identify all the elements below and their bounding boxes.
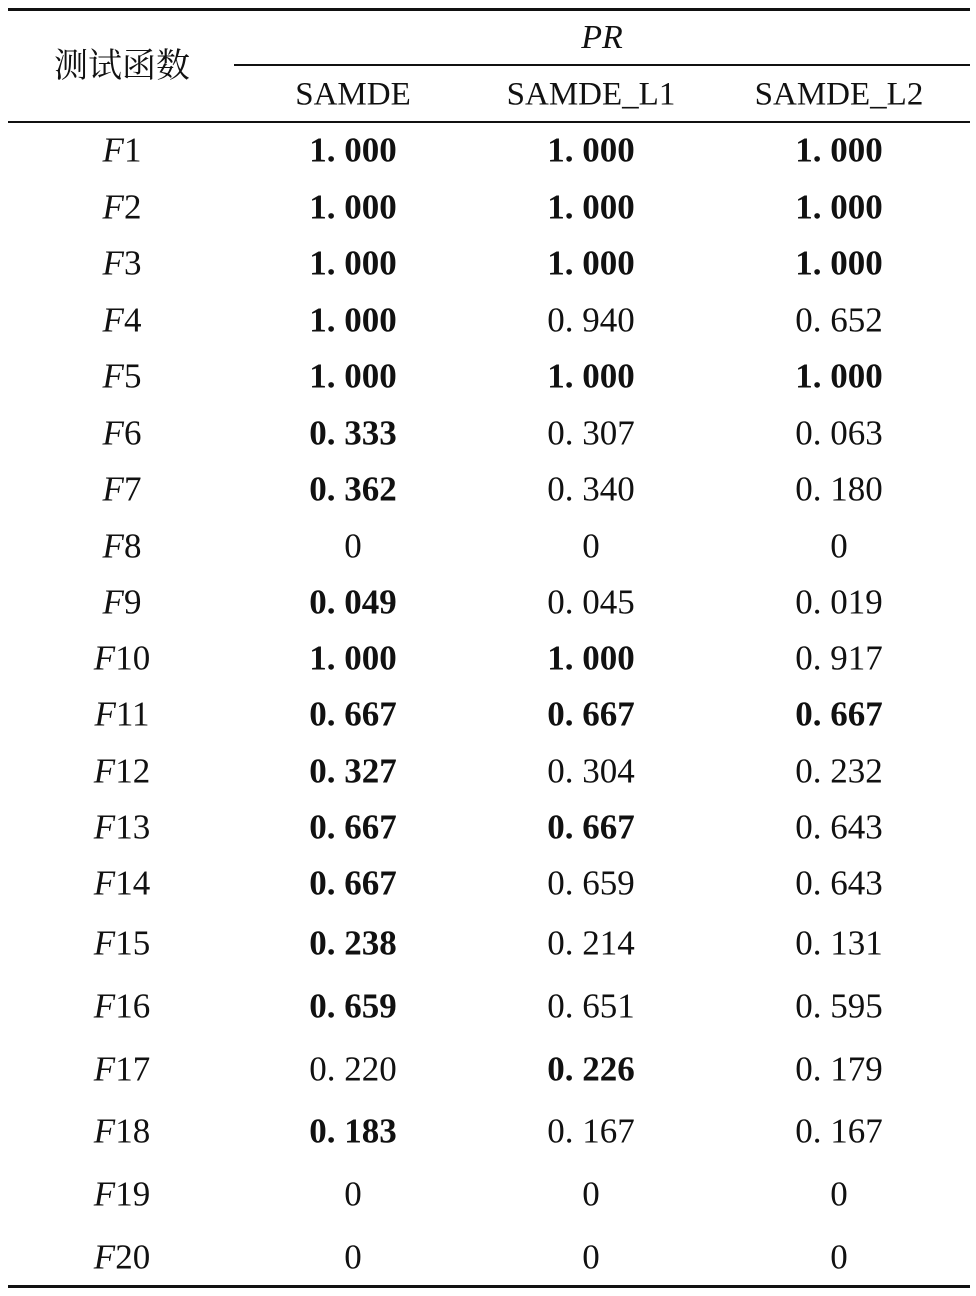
function-number: 12 bbox=[115, 751, 151, 791]
function-letter: F bbox=[93, 923, 116, 963]
value-cell-samde-l2: 0. 131 bbox=[795, 923, 883, 963]
function-letter: F bbox=[93, 638, 116, 678]
value-cell-samde-l2: 0. 179 bbox=[795, 1049, 883, 1089]
function-letter: F bbox=[93, 986, 116, 1026]
value-cell-samde-l2: 0. 019 bbox=[795, 582, 883, 622]
function-label bbox=[93, 638, 151, 678]
value-cell-samde-l1: 1. 000 bbox=[547, 130, 635, 170]
function-letter: F bbox=[93, 863, 116, 903]
function-letter: F bbox=[102, 300, 124, 340]
function-number: 5 bbox=[123, 356, 142, 396]
function-label bbox=[93, 1174, 151, 1214]
value-cell-samde: 0. 327 bbox=[309, 751, 397, 791]
column-header-samde-l2: SAMDE_L2 bbox=[754, 76, 924, 113]
value-cell-samde-l1: 0 bbox=[582, 1237, 600, 1277]
function-number: 9 bbox=[123, 582, 142, 622]
value-cell-samde: 0 bbox=[344, 526, 362, 566]
group-header-rule bbox=[234, 64, 970, 66]
function-label bbox=[94, 694, 150, 734]
function-label bbox=[102, 130, 142, 170]
value-cell-samde-l1: 0. 304 bbox=[547, 751, 635, 791]
value-cell-samde-l1: 0. 307 bbox=[547, 413, 635, 453]
value-cell-samde: 0 bbox=[344, 1237, 362, 1277]
function-number: 6 bbox=[123, 413, 142, 453]
value-cell-samde-l2: 1. 000 bbox=[795, 187, 883, 227]
value-cell-samde: 1. 000 bbox=[309, 130, 397, 170]
function-number: 20 bbox=[115, 1237, 151, 1277]
function-number: 7 bbox=[123, 469, 142, 509]
value-cell-samde: 0. 183 bbox=[309, 1111, 397, 1151]
function-number: 10 bbox=[115, 638, 151, 678]
value-cell-samde-l1: 1. 000 bbox=[547, 638, 635, 678]
value-cell-samde-l1: 0. 226 bbox=[547, 1049, 635, 1089]
value-cell-samde: 1. 000 bbox=[309, 300, 397, 340]
function-number: 11 bbox=[115, 694, 150, 734]
function-number: 14 bbox=[115, 863, 151, 903]
value-cell-samde: 0. 659 bbox=[309, 986, 397, 1026]
value-cell-samde-l2: 0 bbox=[830, 1174, 848, 1214]
function-label bbox=[102, 187, 142, 227]
value-cell-samde-l2: 0 bbox=[830, 526, 848, 566]
function-number: 15 bbox=[115, 923, 151, 963]
value-cell-samde-l1: 0. 940 bbox=[547, 300, 635, 340]
group-header-pr: PR bbox=[581, 19, 623, 56]
function-letter: F bbox=[93, 1174, 116, 1214]
value-cell-samde-l1: 1. 000 bbox=[547, 243, 635, 283]
function-label bbox=[93, 986, 151, 1026]
function-letter: F bbox=[102, 243, 124, 283]
value-cell-samde-l2: 0. 643 bbox=[795, 863, 883, 903]
value-cell-samde-l2: 1. 000 bbox=[795, 356, 883, 396]
function-number: 19 bbox=[115, 1174, 151, 1214]
function-label bbox=[102, 243, 142, 283]
value-cell-samde-l1: 0. 659 bbox=[547, 863, 635, 903]
value-cell-samde-l1: 0 bbox=[582, 526, 600, 566]
value-cell-samde-l1: 0 bbox=[582, 1174, 600, 1214]
function-label bbox=[102, 526, 142, 566]
function-number: 2 bbox=[123, 187, 142, 227]
value-cell-samde-l1: 0. 667 bbox=[547, 694, 635, 734]
function-number: 3 bbox=[123, 243, 142, 283]
function-label bbox=[102, 356, 142, 396]
value-cell-samde-l1: 1. 000 bbox=[547, 187, 635, 227]
value-cell-samde: 0. 238 bbox=[309, 923, 397, 963]
function-letter: F bbox=[102, 469, 124, 509]
function-letter: F bbox=[94, 694, 116, 734]
value-cell-samde-l1: 0. 340 bbox=[547, 469, 635, 509]
function-label bbox=[93, 863, 151, 903]
column-header-samde-l1: SAMDE_L1 bbox=[506, 76, 676, 113]
function-number: 16 bbox=[115, 986, 151, 1026]
function-number: 1 bbox=[123, 130, 142, 170]
value-cell-samde: 1. 000 bbox=[309, 187, 397, 227]
function-label bbox=[102, 300, 142, 340]
table-bottom-rule bbox=[8, 1285, 970, 1288]
function-letter: F bbox=[102, 526, 124, 566]
value-cell-samde: 1. 000 bbox=[309, 356, 397, 396]
function-label bbox=[102, 582, 142, 622]
value-cell-samde-l2: 0. 063 bbox=[795, 413, 883, 453]
value-cell-samde: 0. 667 bbox=[309, 863, 397, 903]
value-cell-samde-l2: 0. 652 bbox=[795, 300, 883, 340]
value-cell-samde-l1: 0. 045 bbox=[547, 582, 635, 622]
value-cell-samde: 1. 000 bbox=[309, 243, 397, 283]
function-label bbox=[102, 413, 142, 453]
value-cell-samde-l1: 1. 000 bbox=[547, 356, 635, 396]
function-letter: F bbox=[93, 1111, 116, 1151]
column-header-samde: SAMDE bbox=[295, 76, 411, 113]
value-cell-samde-l2: 0 bbox=[830, 1237, 848, 1277]
table-top-rule bbox=[8, 8, 970, 11]
value-cell-samde-l2: 0. 180 bbox=[795, 469, 883, 509]
value-cell-samde-l2: 0. 667 bbox=[795, 694, 883, 734]
function-number: 13 bbox=[115, 807, 151, 847]
function-letter: F bbox=[93, 1049, 116, 1089]
value-cell-samde-l1: 0. 167 bbox=[547, 1111, 635, 1151]
function-letter: F bbox=[93, 751, 116, 791]
function-letter: F bbox=[93, 1237, 116, 1277]
value-cell-samde: 0. 362 bbox=[309, 469, 397, 509]
function-label bbox=[102, 469, 142, 509]
value-cell-samde-l2: 0. 232 bbox=[795, 751, 883, 791]
function-letter: F bbox=[102, 413, 124, 453]
function-number: 4 bbox=[123, 300, 142, 340]
value-cell-samde: 0. 667 bbox=[309, 694, 397, 734]
function-number: 18 bbox=[115, 1111, 151, 1151]
function-number: 17 bbox=[115, 1049, 151, 1089]
value-cell-samde-l2: 0. 595 bbox=[795, 986, 883, 1026]
header-bottom-rule bbox=[8, 121, 970, 123]
function-label bbox=[93, 1049, 151, 1089]
function-letter: F bbox=[102, 187, 124, 227]
function-label bbox=[93, 1237, 151, 1277]
value-cell-samde-l2: 0. 917 bbox=[795, 638, 883, 678]
value-cell-samde: 0 bbox=[344, 1174, 362, 1214]
value-cell-samde-l2: 0. 643 bbox=[795, 807, 883, 847]
value-cell-samde: 1. 000 bbox=[309, 638, 397, 678]
function-letter: F bbox=[102, 356, 124, 396]
value-cell-samde-l2: 1. 000 bbox=[795, 130, 883, 170]
function-letter: F bbox=[102, 582, 124, 622]
value-cell-samde-l2: 1. 000 bbox=[795, 243, 883, 283]
value-cell-samde: 0. 333 bbox=[309, 413, 397, 453]
value-cell-samde: 0. 220 bbox=[309, 1049, 397, 1089]
value-cell-samde-l2: 0. 167 bbox=[795, 1111, 883, 1151]
function-label bbox=[93, 751, 151, 791]
function-label bbox=[93, 923, 151, 963]
function-label bbox=[93, 1111, 151, 1151]
value-cell-samde-l1: 0. 214 bbox=[547, 923, 635, 963]
value-cell-samde: 0. 667 bbox=[309, 807, 397, 847]
row-header-label: 测试函数 bbox=[54, 46, 190, 86]
function-label bbox=[93, 807, 151, 847]
function-letter: F bbox=[93, 807, 116, 847]
function-number: 8 bbox=[123, 526, 142, 566]
value-cell-samde: 0. 049 bbox=[309, 582, 397, 622]
value-cell-samde-l1: 0. 667 bbox=[547, 807, 635, 847]
value-cell-samde-l1: 0. 651 bbox=[547, 986, 635, 1026]
function-letter: F bbox=[102, 130, 124, 170]
